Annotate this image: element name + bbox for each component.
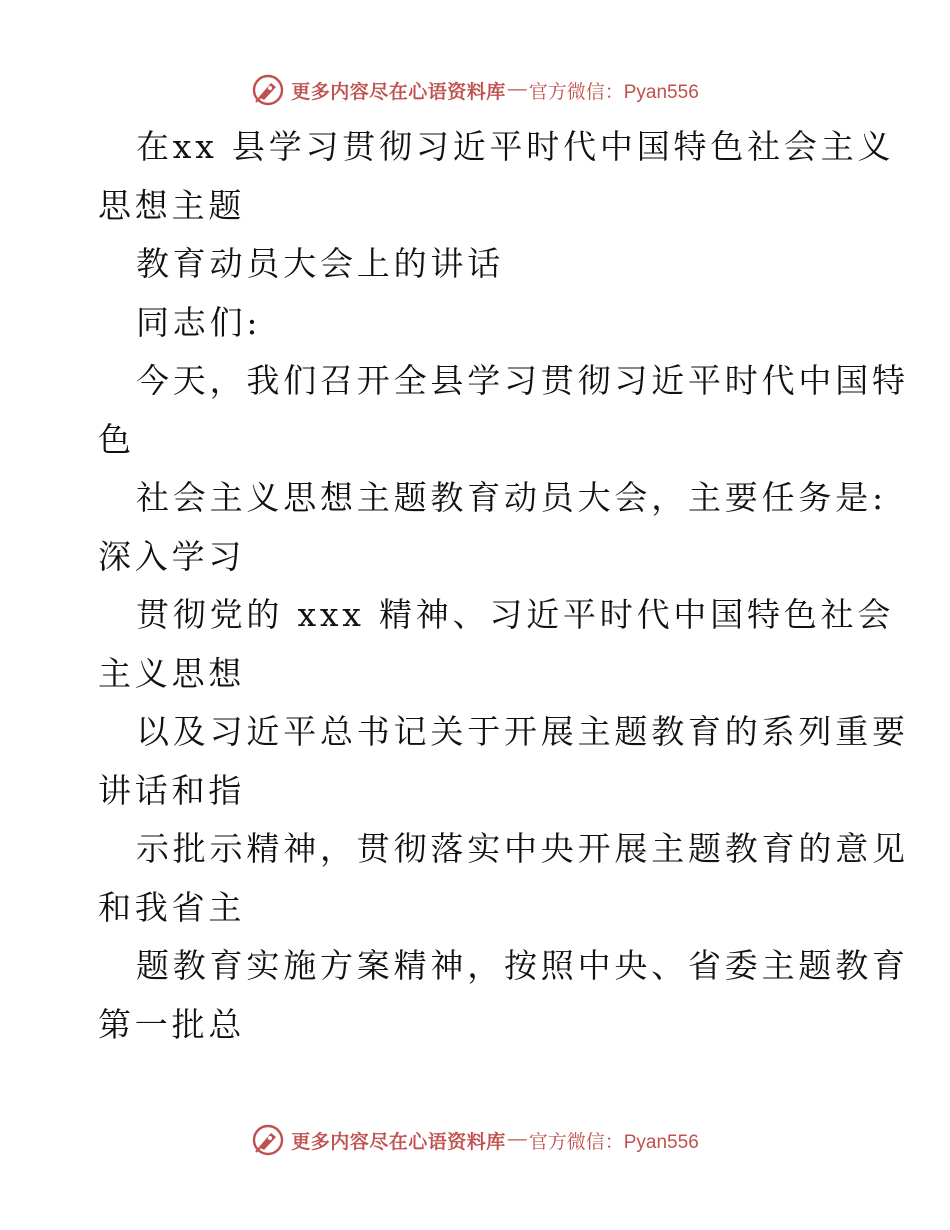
document-line: 第一批总 [98, 1004, 246, 1044]
watermark-separator: — [507, 79, 527, 100]
document-body [98, 118, 909, 1054]
document-line: 和我省主 [98, 887, 246, 927]
footer-watermark [0, 1120, 950, 1160]
document-line: 题教育实施方案精神，按照中央、省委主题教育 [136, 946, 909, 985]
document-line: 同志们: [136, 302, 262, 342]
document-line: 今天，我们召开全县学习贯彻习近平时代中国特 [136, 361, 909, 400]
document-line: 在xx 县学习贯彻习近平时代中国特色社会主义 [136, 127, 895, 166]
document-line: 以及习近平总书记关于开展主题教育的系列重要 [136, 712, 909, 751]
pen-nib-circle-icon [251, 1123, 285, 1157]
watermark-brand-text: 更多内容尽在心语资料库 [291, 80, 506, 103]
document-line: 主义思想 [98, 653, 246, 693]
watermark-account-text: 官方微信：Pyan556 [528, 1131, 699, 1153]
document-line: 社会主义思想主题教育动员大会，主要任务是: [136, 478, 887, 517]
header-watermark [0, 70, 950, 110]
watermark-account-text: 官方微信：Pyan556 [528, 81, 699, 103]
document-line: 讲话和指 [98, 770, 246, 810]
document-line: 贯彻党的 xxx 精神、习近平时代中国特色社会 [136, 595, 895, 634]
document-line: 色 [98, 419, 135, 459]
pen-nib-circle-icon [251, 73, 285, 107]
watermark-separator: — [507, 1129, 527, 1150]
document-line: 教育动员大会上的讲话 [136, 244, 504, 283]
document-line: 思想主题 [98, 185, 246, 225]
document-line: 示批示精神，贯彻落实中央开展主题教育的意见 [136, 829, 909, 868]
document-line: 深入学习 [98, 536, 246, 576]
watermark-brand-text: 更多内容尽在心语资料库 [291, 1130, 506, 1153]
